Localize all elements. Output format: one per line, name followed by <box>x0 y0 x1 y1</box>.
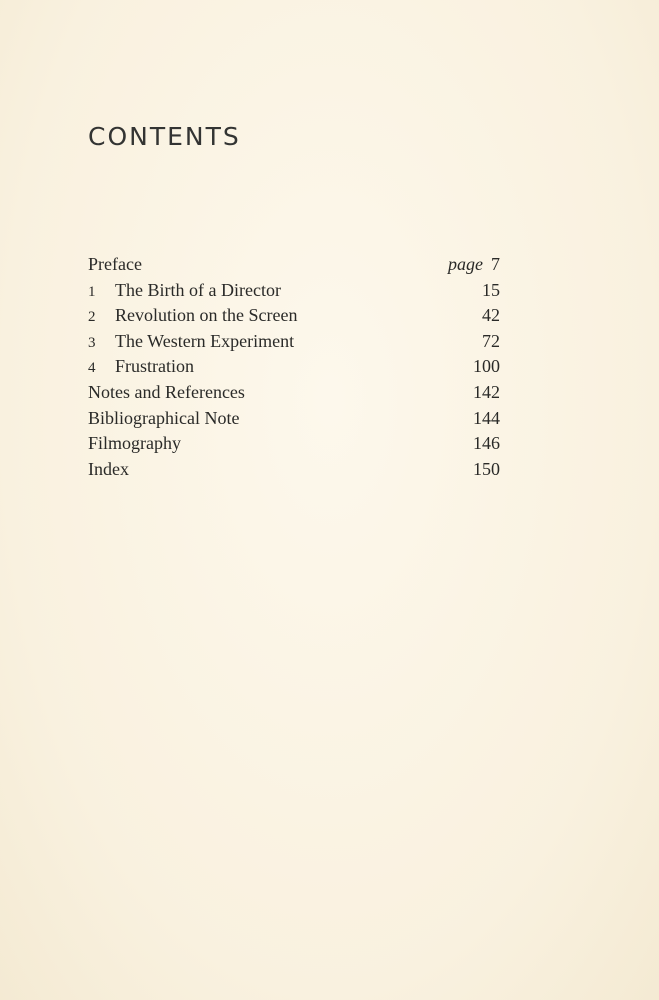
table-of-contents <box>88 252 500 482</box>
page-title: CONTENTS <box>88 122 241 151</box>
toc-page-number: 144 <box>473 407 500 428</box>
toc-entry-title: Frustration <box>115 356 194 377</box>
toc-entry <box>88 329 294 357</box>
toc-entry-title: The Western Experiment <box>115 330 295 351</box>
toc-entry-title: Bibliographical Note <box>88 407 240 428</box>
toc-entry <box>88 380 245 406</box>
toc-row-chapter-1 <box>88 278 500 304</box>
toc-entry-title: Notes and References <box>88 381 245 402</box>
chapter-number: 4 <box>88 360 96 377</box>
chapter-number: 3 <box>88 334 96 351</box>
toc-row-index <box>88 457 500 483</box>
chapter-number: 1 <box>88 283 96 300</box>
toc-page-number: 72 <box>482 330 500 351</box>
toc-row-preface <box>88 252 500 278</box>
page-label: page <box>448 254 483 274</box>
toc-row-notes <box>88 380 500 406</box>
toc-page-number: 15 <box>482 279 500 300</box>
toc-entry <box>88 303 297 331</box>
toc-entry-title: The Birth of a Director <box>115 279 281 300</box>
toc-entry <box>88 457 129 483</box>
toc-entry <box>88 406 239 432</box>
toc-entry <box>88 431 181 457</box>
toc-entry <box>88 278 281 306</box>
toc-row-chapter-2 <box>88 303 500 329</box>
toc-page-number: 150 <box>473 458 500 479</box>
chapter-number: 2 <box>88 309 96 326</box>
toc-page-number: 146 <box>473 433 500 454</box>
toc-entry-title: Filmography <box>88 433 181 454</box>
toc-row-chapter-3 <box>88 329 500 355</box>
toc-page-number: 42 <box>482 305 500 326</box>
toc-row-chapter-4 <box>88 354 500 380</box>
toc-row-bibliography <box>88 406 500 432</box>
toc-row-filmography <box>88 431 500 457</box>
toc-entry-title: Index <box>88 458 129 479</box>
toc-page-number: 100 <box>473 356 500 377</box>
toc-entry-title: Revolution on the Screen <box>115 305 298 326</box>
toc-page-cell <box>448 252 500 278</box>
toc-entry <box>88 354 194 382</box>
toc-entry-title: Preface <box>88 254 142 274</box>
toc-page-number: 142 <box>473 381 500 402</box>
toc-entry <box>88 252 142 278</box>
toc-page-number: 7 <box>491 254 500 274</box>
